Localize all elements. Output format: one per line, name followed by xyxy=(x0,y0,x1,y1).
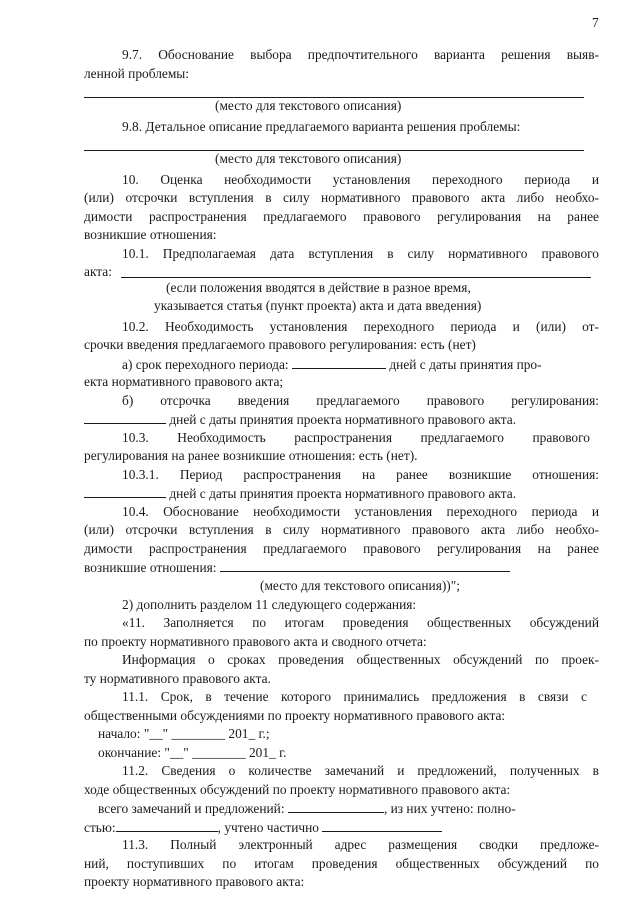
sec-10-4-line-2: (или) отсрочки вступления в силу нормативного правового акта либо необхо- xyxy=(84,522,599,537)
sec-11-1-line-1: 11.1. Срок, в течение которого принимались предложения в связи с xyxy=(122,689,587,704)
sec-11-info-line-1: Информация о сроках проведения общественных обсуждений по проек- xyxy=(122,652,599,667)
sec-11-2-line-2: ходе общественных обсуждений по проекту нормативного правового акта: xyxy=(84,782,511,797)
sec-10-3-1-text: дней с даты принятия проекта нормативного правового акта. xyxy=(169,486,517,501)
sec-10-4-caption: (место для текстового описания))"; xyxy=(260,578,460,593)
sec-9-8-line-1: 9.8. Детальное описание предлагаемого варианта решения проблемы: xyxy=(122,119,521,134)
accepted-partially-blank xyxy=(322,818,442,832)
sec-10-line-4: возникшие отношения: xyxy=(84,227,217,242)
sec-9-7-caption: (место для текстового описания) xyxy=(215,98,402,113)
accepted-fully-blank xyxy=(116,818,218,832)
transition-days-blank xyxy=(292,355,386,369)
total-comments-label: всего замечаний и предложений: xyxy=(98,801,285,816)
sec-10-4-line-1: 10.4. Обоснование необходимости установления переходного периода и xyxy=(122,504,599,519)
fully-label: стью: xyxy=(84,820,116,835)
sec-10-1-note-2: указывается статья (пункт проекта) акта и дата введения) xyxy=(154,298,482,313)
sec-11-line-2: по проекту нормативного правового акта и сводного отчета: xyxy=(84,634,427,649)
accepted-partially-label: , учтено частично xyxy=(217,820,320,835)
sec-10-3-1-line-1: 10.3.1. Период распространения на ранее возникшие отношения: xyxy=(122,467,599,482)
sec-10-1-line-2: акта: xyxy=(84,264,112,279)
page-number: 7 xyxy=(592,15,599,30)
sec-10-2-a-line-1 xyxy=(122,355,542,374)
sec-10-line-1: 10. Оценка необходимости установления переходного периода и xyxy=(122,172,599,187)
deferral-days-blank xyxy=(84,410,166,424)
consultation-start-date: начало: "__" ________ 201_ г.; xyxy=(98,726,270,741)
sec-11-info-line-2: ту нормативного правового акта. xyxy=(84,671,271,686)
sec-11-3-line-2: ний, поступивших по итогам проведения общественных обсуждений по xyxy=(84,856,599,871)
total-comments-blank xyxy=(288,799,384,813)
sec-11-3-line-3: проекту нормативного правового акта: xyxy=(84,874,305,889)
amendment-item-2: 2) дополнить разделом 11 следующего содержания: xyxy=(122,597,417,612)
effective-date-blank xyxy=(121,277,591,278)
sec-11-2-line-4 xyxy=(84,818,442,837)
sec-10-2-line-1: 10.2. Необходимость установления переходного периода и (или) от- xyxy=(122,319,599,334)
sec-10-4-label: возникшие отношения: xyxy=(84,560,217,575)
sec-10-4-line-3: димости распространения предлагаемого правового регулирования на ранее xyxy=(84,541,599,556)
sec-11-2-line-3 xyxy=(98,799,516,818)
sec-10-1-note-1: (если положения вводятся в действие в разное время, xyxy=(166,280,471,295)
sec-11-line-1: «11. Заполняется по итогам проведения общественных обсуждений xyxy=(122,615,599,630)
sec-10-2-a-line-2: екта нормативного правового акта; xyxy=(84,374,284,389)
sec-9-7-line-2: ленной проблемы: xyxy=(84,66,190,81)
sec-11-3-line-1: 11.3. Полный электронный адрес размещения сводки предложе- xyxy=(122,837,599,852)
sec-10-1-line-1: 10.1. Предполагаемая дата вступления в силу нормативного правового xyxy=(122,246,599,261)
sec-9-8-caption: (место для текстового описания) xyxy=(215,151,402,166)
accepted-fully-label: , из них учтено: полно- xyxy=(383,801,516,816)
sec-10-2-line-2: срочки введения предлагаемого правового регулирования: есть (нет) xyxy=(84,337,476,352)
justification-blank xyxy=(220,558,510,572)
sec-10-line-3: димости распространения предлагаемого правового регулирования на ранее xyxy=(84,209,599,224)
sec-11-1-line-2: общественными обсуждениями по проекту нормативного правового акта: xyxy=(84,708,506,723)
sec-9-7-line-1: 9.7. Обоснование выбора предпочтительного варианта решения выяв- xyxy=(122,47,599,62)
sec-10-2-b-line-1: б) отсрочка введения предлагаемого правового регулирования: xyxy=(122,393,599,408)
consultation-end-date: окончание: "__" ________ 201_ г. xyxy=(98,745,287,760)
sec-10-2-a-suffix: дней с даты принятия про- xyxy=(389,357,542,372)
sec-10-3-line-1: 10.3. Необходимость распространения предлагаемого правового xyxy=(122,430,590,445)
sec-10-2-a-label: а) срок переходного периода: xyxy=(122,357,289,372)
sec-10-3-line-2: регулирования на ранее возникшие отношения: есть (нет). xyxy=(84,448,418,463)
sec-11-2-line-1: 11.2. Сведения о количестве замечаний и предложений, полученных в xyxy=(122,763,599,778)
sec-10-2-b-text: дней с даты принятия проекта нормативного правового акта. xyxy=(169,412,517,427)
sec-10-line-2: (или) отсрочки вступления в силу нормативного правового акта либо необхо- xyxy=(84,190,599,205)
sec-10-4-line-4 xyxy=(84,558,510,577)
retroactive-days-blank xyxy=(84,484,166,498)
sec-10-2-b-line-2 xyxy=(84,410,516,429)
sec-10-3-1-line-2 xyxy=(84,484,516,503)
